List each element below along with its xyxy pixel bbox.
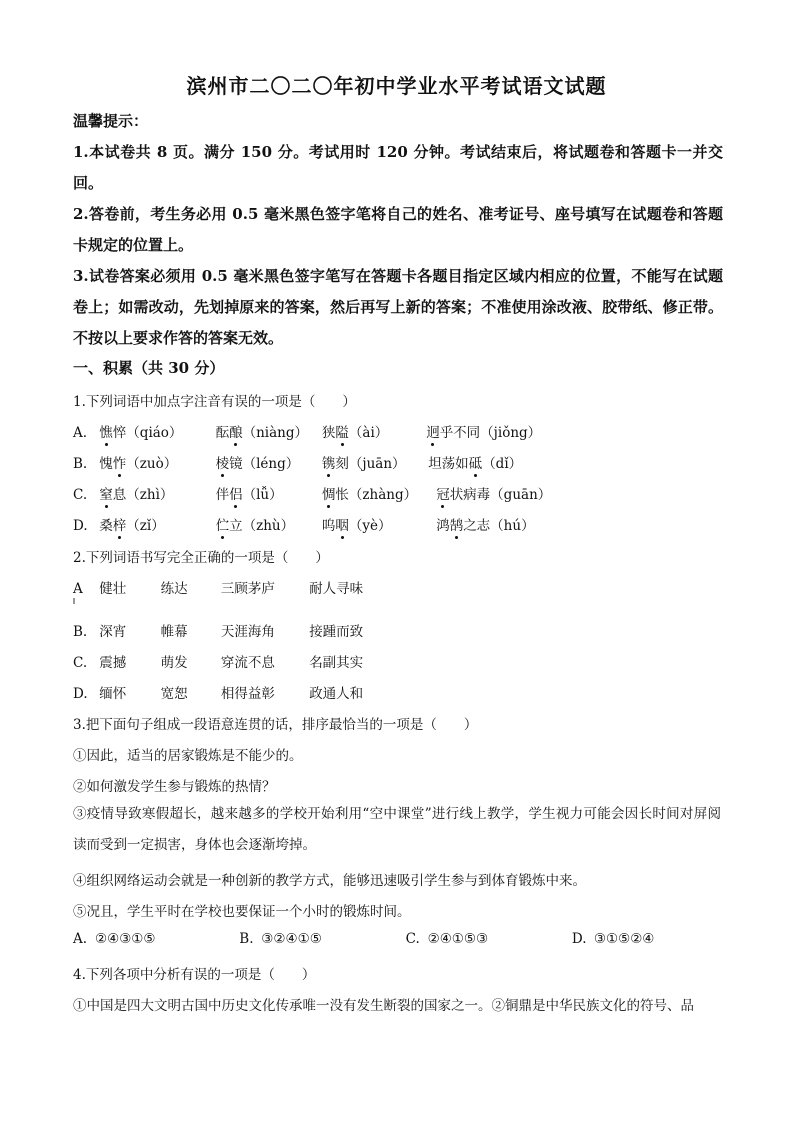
option-word: 宽恕	[160, 686, 188, 702]
dotted-char: 窒	[99, 487, 113, 503]
q1-option-d	[73, 514, 723, 534]
notice-item-1: 1.本试卷共 8 页。满分 150 分。考试用时 120 分钟。考试结束后，将试题卷和答题卡一并交回。	[73, 143, 723, 192]
q3-sentence-5: ⑤况且，学生平时在学校也要保证一个小时的锻炼时间。	[73, 904, 411, 920]
question-2-stem: 2.下列词语书写完全正确的一项是（ ）	[73, 550, 329, 566]
q3-sentence-2: ②如何激发学生参与锻炼的热情？	[73, 779, 276, 795]
q3-option-b: B. ③②④①⑤	[239, 931, 322, 947]
dotted-char: 伫	[215, 518, 230, 534]
option-word: 憔悴（qiáo）	[99, 425, 183, 441]
option-word: 接踵而致	[309, 624, 364, 640]
q4-text: ①中国是四大文明古国中历史文化传承唯一没有发生断裂的国家之一。②铜鼎是中华民族文化的符号、品	[73, 998, 694, 1014]
option-word: 穿流不息	[220, 655, 275, 671]
option-word: 狭隘（ài）	[321, 425, 389, 441]
option-word: 缅怀	[99, 686, 127, 702]
dotted-char: 棱	[215, 456, 230, 472]
dotted-char: 咽	[335, 518, 349, 534]
option-word: 震撼	[99, 655, 127, 671]
q3-sentence-1: ①因此，适当的居家锻炼是不能少的。	[73, 748, 303, 764]
notice-item-2: 2.答卷前，考生务必用 0.5 毫米黑色签字笔将自己的姓名、准考证号、座号填写在试题卷和答题卡规定的位置上。	[73, 205, 723, 254]
scan-mark	[73, 598, 75, 604]
dotted-char: 憔	[99, 425, 113, 441]
dotted-char: 隘	[335, 425, 349, 441]
notice-heading: 温馨提示：	[73, 112, 149, 130]
option-word: 三顾茅庐	[220, 581, 275, 597]
option-label: A.	[73, 425, 88, 441]
notice-block	[73, 106, 723, 354]
q2-option-a	[73, 577, 723, 597]
option-word: 伴侣（lǚ）	[215, 487, 283, 503]
option-word: 愧怍（zuò）	[99, 456, 178, 472]
option-word: 惆怅（zhàng）	[321, 487, 418, 503]
option-label: D.	[73, 686, 88, 702]
q3-sentence-3: ③疫情导致寒假超长，越来越多的学校开始利用“空中课堂”进行线上教学，学生视力可能会因长时间对屏阅读而受到一定损害，身体也会逐渐垮掉。	[73, 806, 721, 853]
option-word: 棱镜（léng）	[215, 456, 300, 472]
question-1-stem: 1.下列词语中加点字注音有误的一项是（ ）	[73, 394, 356, 410]
option-word: 窒息（zhì）	[99, 487, 174, 503]
option-word: 冠状病毒（guān）	[436, 487, 552, 503]
option-word: 相得益彰	[220, 686, 275, 702]
dotted-char: 冠	[436, 487, 450, 503]
option-label: B.	[73, 624, 88, 640]
q1-option-c	[73, 483, 723, 503]
q3-options	[73, 931, 723, 947]
q3-option-a: A. ②④③①⑤	[73, 931, 156, 947]
option-word: 镌刻（juān）	[321, 456, 406, 472]
option-word: 耐人寻味	[309, 581, 364, 597]
page-title: 滨州市二〇二〇年初中学业水平考试语文试题	[186, 74, 607, 98]
option-word: 天涯海角	[220, 624, 275, 640]
option-label: C.	[73, 655, 88, 671]
dotted-char: 惆	[321, 487, 336, 503]
section-heading: 一、积累（共 30 分）	[73, 359, 225, 377]
option-word: 健壮	[99, 581, 127, 597]
dotted-char: 砥	[468, 456, 483, 472]
q2-option-d	[73, 682, 723, 702]
q2-option-c	[73, 651, 723, 671]
option-label: C.	[73, 487, 88, 503]
dotted-char: 怍	[112, 456, 127, 472]
dotted-char: 梓	[112, 518, 127, 534]
dotted-char: 侣	[229, 487, 243, 503]
q3-sentence-4: ④组织网络运动会就是一种创新的教学方式，能够迅速吸引学生参与到体育锻炼中来。	[73, 873, 586, 889]
option-word: 帷幕	[160, 624, 188, 640]
dotted-char: 镌	[321, 456, 336, 472]
q2-option-b	[73, 620, 723, 640]
option-word: 迥乎不同（jiǒng）	[426, 425, 542, 441]
option-word: 政通人和	[309, 686, 364, 702]
question-4-stem: 4.下列各项中分析有误的一项是（ ）	[73, 967, 316, 983]
question-3-stem: 3.把下面句子组成一段语意连贯的话，排序最恰当的一项是（ ）	[73, 717, 478, 733]
dotted-char: 鹄	[449, 518, 464, 534]
q3-option-c: C. ②④①⑤③	[405, 931, 489, 947]
option-label: D.	[73, 518, 88, 534]
dotted-char: 酿	[229, 425, 243, 441]
option-word: 鸿鹄之志（hú）	[436, 518, 535, 534]
notice-item-3: 3.试卷答案必须用 0.5 毫米黑色签字笔写在答题卡各题目指定区域内相应的位置，不能写在试题卷上；如需改动，先划掉原来的答案，然后再写上新的答案；不准使用涂改液、胶带纸、修正带。不按以上要求作答的答案无效。	[73, 267, 723, 347]
option-word: 坦荡如砥（dǐ）	[428, 456, 523, 472]
dotted-char: 迥	[426, 425, 440, 441]
option-word: 酝酿（niàng）	[215, 425, 308, 441]
option-word: 伫立（zhù）	[215, 518, 295, 534]
option-word: 桑梓（zǐ）	[99, 518, 165, 534]
option-word: 萌发	[160, 655, 188, 671]
option-label: B.	[73, 456, 88, 472]
option-word: 练达	[160, 581, 188, 597]
q3-option-d: D. ③①⑤②④	[571, 931, 655, 947]
q1-option-b	[73, 452, 723, 472]
option-word: 深宵	[99, 624, 127, 640]
q1-option-a	[73, 421, 723, 441]
option-word: 呜咽（yè）	[321, 518, 392, 534]
option-word: 名副其实	[309, 655, 364, 671]
option-label: A	[73, 581, 83, 597]
